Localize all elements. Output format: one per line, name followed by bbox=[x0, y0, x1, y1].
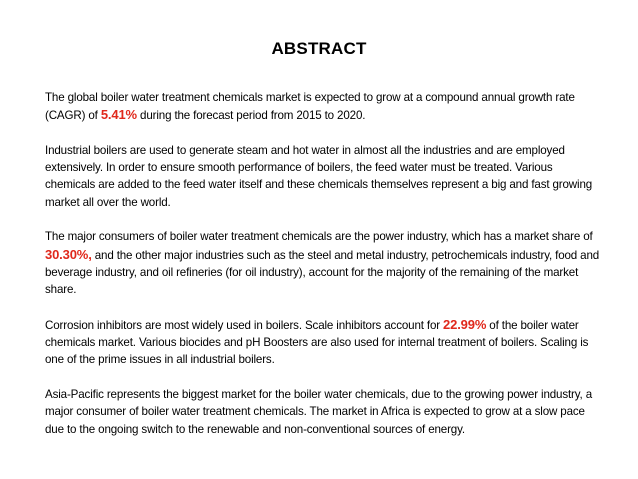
paragraph-text: of the boiler water chemicals market. Various biocides and pH Boosters are also used for internal treatment of boilers. Scaling is one of the prime issues in all industrial boilers. bbox=[45, 318, 589, 367]
paragraph-major-consumers bbox=[45, 228, 600, 298]
slide-title: ABSTRACT bbox=[271, 39, 367, 58]
paragraph-text: Corrosion inhibitors are most widely used in boilers. Scale inhibitors account for bbox=[45, 318, 444, 332]
highlight-power-share: 30.30%, bbox=[45, 246, 92, 262]
paragraph-text: during the forecast period from 2015 to 2020. bbox=[136, 109, 366, 123]
paragraph-text: The major consumers of boiler water treatment chemicals are the power industry, which has a market share of bbox=[45, 230, 593, 244]
paragraph-asia-pacific: Asia-Pacific represents the biggest market for the boiler water chemicals, due to the growing power industry, a major consumer of boiler water treatment chemicals. The market in Africa is expected to grow at a slow pace due to the ongoing switch to the renewable and non-conventional sources of energy. bbox=[45, 388, 592, 436]
paragraph-cagr bbox=[45, 89, 600, 125]
abstract-body bbox=[45, 89, 600, 438]
paragraph-text: and the other major industries such as the steel and metal industry, petrochemicals industry, food and beverage industry, and oil refineries (for oil industry), account for the majority of the remaining of the market share. bbox=[45, 248, 600, 297]
highlight-scale-inhibitor-share: 22.99% bbox=[443, 316, 487, 332]
paragraph-industrial-boilers: Industrial boilers are used to generate steam and hot water in almost all the industries and are employed extensively. In order to ensure smooth performance of boilers, the feed water must be treated. Various chemicals are added to the feed water itself and these chemicals themselves represent a big and fast growing market all over the world. bbox=[45, 143, 593, 209]
highlight-cagr-value: 5.41% bbox=[100, 107, 137, 123]
paragraph-corrosion-inhibitors bbox=[45, 316, 600, 369]
paragraph-text: The global boiler water treatment chemicals market is expected to grow at a compound annual growth rate (CAGR) of bbox=[45, 91, 575, 123]
